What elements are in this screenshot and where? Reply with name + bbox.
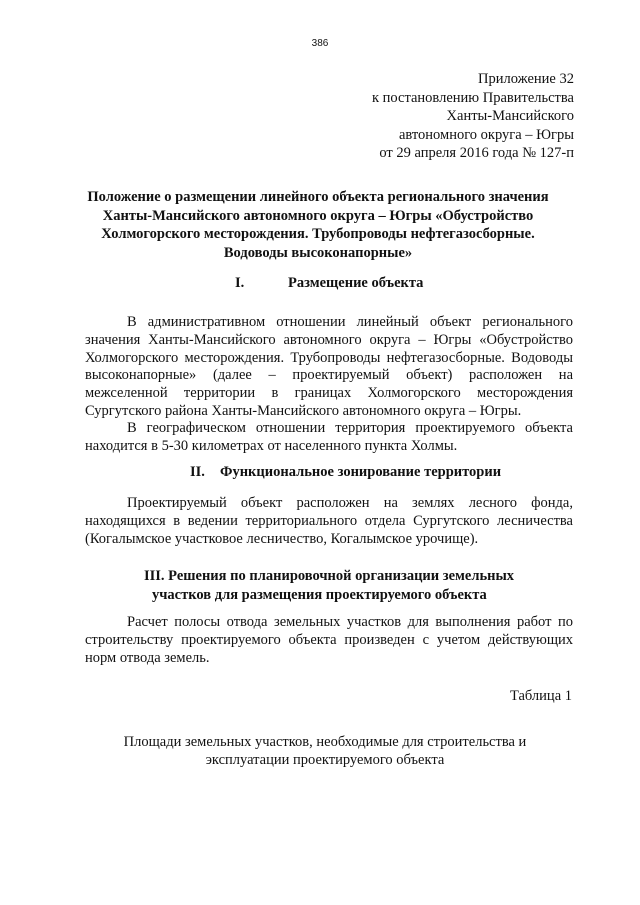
section-3-heading-line: III. Решения по планировочной организации земельных [144,568,515,584]
title-line: Холмогорского месторождения. Трубопроводы нефтегазосборные. [101,226,535,242]
page-number: 386 [311,38,329,49]
section-1-paragraph-1: В административном отношении линейный объект регионального значения Ханты-Мансийского автономного округа – Югры «Обустройство Холмогорского месторождения. Трубопроводы нефтегазосборные. Водоводы высоконапорные» (далее – проектируемый объект) расположен на межселенной территории в границах Холмогорского месторождения Сургутского района Ханты-Мансийского автономного округа – Югры. [85,314,573,419]
table-caption-line: эксплуатации проектируемого объекта [205,752,445,768]
appendix-line: автономного округа – Югры [398,126,574,143]
title-line: Ханты-Мансийского автономного округа – Югры «Обустройство [102,207,534,224]
appendix-reference [274,70,574,163]
document-title [60,188,576,262]
title-line: Водоводы высоконапорные» [223,244,413,261]
table-caption-line: Площади земельных участков, необходимые для строительства и [123,734,527,750]
section-1-title: Размещение объекта [288,275,424,291]
section-1-paragraph-2: В географическом отношении территория проектируемого объекта находится в 5-30 километрах от населенного пункта Холмы. [85,420,573,454]
appendix-line: к постановлению Правительства [372,89,574,106]
section-3-paragraph-1: Расчет полосы отвода земельных участков для выполнения работ по строительству проектируемого объекта произведен с учетом действующих норм отвода земель. [85,614,573,666]
section-3-heading [144,567,564,604]
appendix-line: Ханты-Мансийского [446,108,574,124]
table-caption [80,733,570,769]
section-1-numeral: I. [235,275,245,291]
section-2-paragraph-1: Проектируемый объект расположен на землях лесного фонда, находящихся в ведении территориального отдела Сургутского лесничества (Когалымское участковое лесничество, Когалымское урочище). [85,495,573,547]
table-label: Таблица 1 [509,688,572,704]
appendix-line: от 29 апреля 2016 года № 127-п [379,145,574,161]
title-line: Положение о размещении линейного объекта регионального значения [87,189,549,205]
section-2-title: Функциональное зонирование территории [220,464,502,480]
appendix-line: Приложение 32 [478,71,574,87]
section-2-numeral: II. [190,464,205,480]
section-3-heading-line: участков для размещения проектируемого объекта [152,586,487,603]
